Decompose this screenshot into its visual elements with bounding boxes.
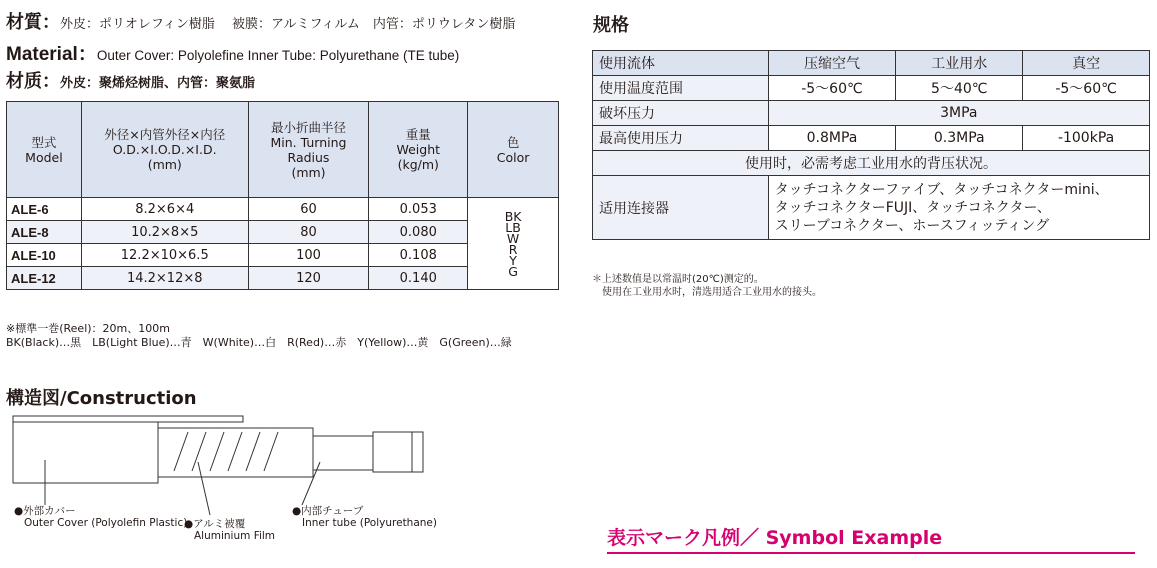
material-jp-label: 材質 bbox=[6, 12, 42, 32]
warning-row: 使用时，必需考虑工业用水的背压状况。 bbox=[593, 151, 1150, 176]
material-cn: 材质：外皮：聚烯烃树脂、内管：聚氨脂 bbox=[6, 71, 256, 91]
header-color: 色 Color bbox=[468, 102, 559, 198]
model-cell: ALE-12 bbox=[7, 267, 82, 290]
header-dimensions: 外径×内管外径×内径 O.D.×I.O.D.×I.D. (mm) bbox=[81, 102, 248, 198]
material-jp-text: 外皮：ポリオレフィン樹脂 被膜：アルミフィルム 内管：ポリウレタン樹脂 bbox=[60, 17, 516, 32]
burst-pressure-row: 破坏压力 3MPa bbox=[593, 101, 1150, 126]
reel-note: ※標準一巻(Reel)：20m、100m bbox=[6, 322, 170, 335]
material-en: Material：Outer Cover: Polyolefine Inner Tube: Polyurethane (TE tube) bbox=[6, 44, 460, 65]
model-cell: ALE-10 bbox=[7, 244, 82, 267]
fluid-row: 使用流体 压缩空气 工业用水 真空 bbox=[593, 51, 1150, 76]
header-weight: 重量 Weight (kg/m) bbox=[369, 102, 468, 198]
symbol-title: 表示マーク凡例／ Symbol Example bbox=[607, 527, 943, 549]
weight-cell: 0.053 bbox=[369, 198, 468, 221]
weight-cell: 0.108 bbox=[369, 244, 468, 267]
dims-cell: 10.2×8×5 bbox=[81, 221, 248, 244]
material-jp: 材質：外皮：ポリオレフィン樹脂 被膜：アルミフィルム 内管：ポリウレタン樹脂 bbox=[6, 12, 516, 32]
radius-cell: 100 bbox=[248, 244, 369, 267]
max-pressure-row: 最高使用压力 0.8MPa 0.3MPa -100kPa bbox=[593, 126, 1150, 151]
model-cell: ALE-8 bbox=[7, 221, 82, 244]
dims-cell: 8.2×6×4 bbox=[81, 198, 248, 221]
outer-cover-label: ●外部カバー Outer Cover (Polyolefin Plastic) bbox=[14, 505, 188, 529]
material-cn-text: 外皮：聚烯烃树脂、内管：聚氨脂 bbox=[60, 76, 256, 91]
construction-diagram bbox=[0, 0, 560, 568]
radius-cell: 60 bbox=[248, 198, 369, 221]
aluminium-label: ●アルミ被覆 Aluminium Film bbox=[184, 518, 276, 542]
connector-row: 适用连接器 タッチコネクターファイブ、タッチコネクターmini、 タッチコネクターFUJI、タッチコネクター、 スリーブコネクター、ホースフィッティング bbox=[593, 176, 1150, 240]
temperature-row: 使用温度范围 -5～60℃ 5～40℃ -5～60℃ bbox=[593, 76, 1150, 101]
inner-tube-label: ●内部チューブ Inner tube (Polyurethane) bbox=[292, 505, 437, 529]
dims-cell: 14.2×12×8 bbox=[81, 267, 248, 290]
kikaku-table bbox=[592, 50, 1150, 240]
color-cell: BK LB W R Y G bbox=[468, 198, 559, 290]
weight-cell: 0.080 bbox=[369, 221, 468, 244]
kikaku-title: 规格 bbox=[593, 15, 629, 36]
measurement-notes: ＊上述数值是以常温时(20℃)测定的。 使用在工业用水时，清选用适合工业用水的接头。 bbox=[592, 274, 822, 298]
connector-cell: タッチコネクターファイブ、タッチコネクターmini、 タッチコネクターFUJI、タッチコネクター、 スリーブコネクター、ホースフィッティング bbox=[768, 176, 1149, 240]
construction-title: 構造図/Construction bbox=[6, 388, 197, 409]
color-note: BK(Black)…黒 LB(Light Blue)…青 W(White)…白 R(Red)…赤 Y(Yellow)…黄 G(Green)…緑 bbox=[6, 336, 512, 349]
material-cn-label: 材质 bbox=[6, 71, 42, 91]
model-cell: ALE-6 bbox=[7, 198, 82, 221]
header-model: 型式 Model bbox=[7, 102, 82, 198]
header-radius: 最小折曲半径 Min. Turning Radius (mm) bbox=[248, 102, 369, 198]
weight-cell: 0.140 bbox=[369, 267, 468, 290]
symbol-underline bbox=[607, 552, 1135, 554]
material-en-text: Outer Cover: Polyolefine Inner Tube: Polyurethane (TE tube) bbox=[96, 48, 460, 63]
radius-cell: 120 bbox=[248, 267, 369, 290]
radius-cell: 80 bbox=[248, 221, 369, 244]
material-en-label: Material bbox=[6, 44, 78, 65]
dims-cell: 12.2×10×6.5 bbox=[81, 244, 248, 267]
